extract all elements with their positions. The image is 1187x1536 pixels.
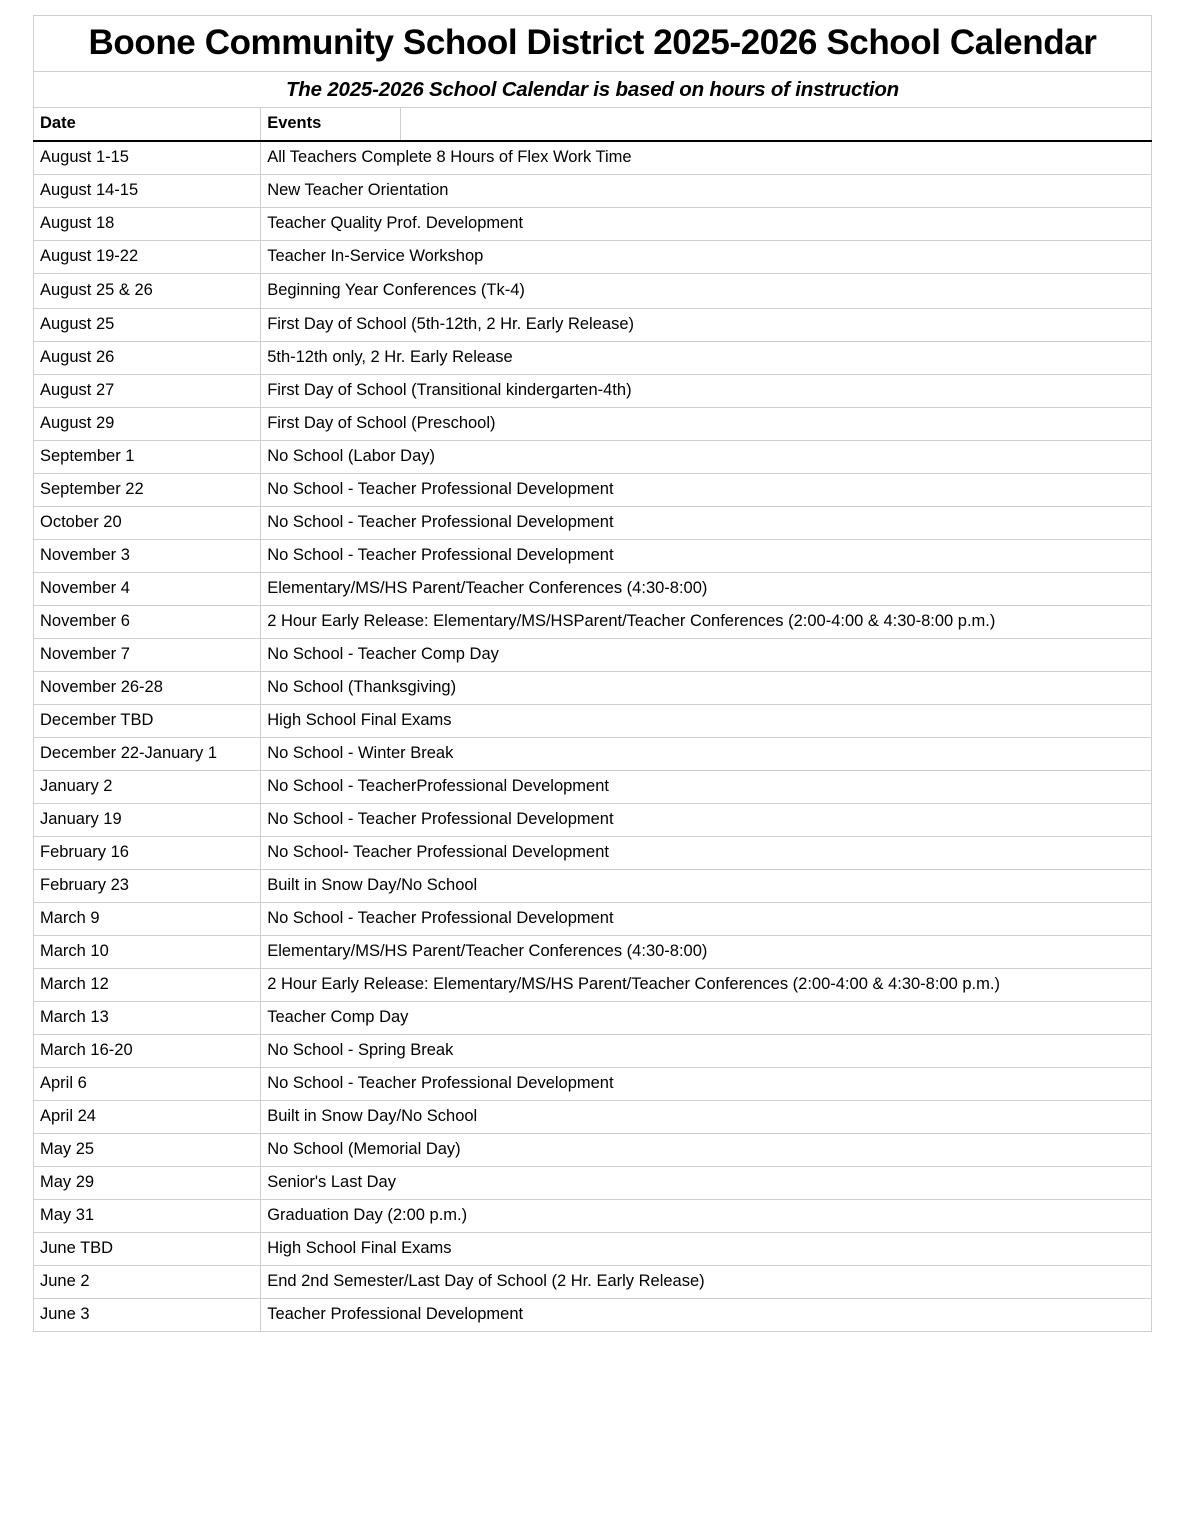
cell-event: Elementary/MS/HS Parent/Teacher Conferences (4:30-8:00) [261,936,1152,969]
cell-event: New Teacher Orientation [261,175,1152,208]
cell-event: 2 Hour Early Release: Elementary/MS/HSParent/Teacher Conferences (2:00-4:00 & 4:30-8:00 p.m.) [261,606,1152,639]
cell-event: No School - Teacher Professional Development [261,540,1152,573]
cell-date: March 10 [34,936,261,969]
cell-event: 5th-12th only, 2 Hr. Early Release [261,342,1152,375]
table-row [34,1200,1152,1233]
cell-event: No School - Winter Break [261,738,1152,771]
cell-event: No School - Teacher Professional Development [261,1068,1152,1101]
cell-event: No School (Labor Day) [261,441,1152,474]
table-row [34,175,1152,208]
cell-date: November 7 [34,639,261,672]
cell-date: March 9 [34,903,261,936]
cell-date: June TBD [34,1233,261,1266]
cell-date: August 25 & 26 [34,274,261,309]
table-row [34,375,1152,408]
cell-date: December TBD [34,705,261,738]
cell-date: February 16 [34,837,261,870]
cell-event: No School- Teacher Professional Development [261,837,1152,870]
cell-date: May 29 [34,1167,261,1200]
cell-event: No School - Teacher Professional Development [261,903,1152,936]
cell-date: November 4 [34,573,261,606]
cell-event: No School - TeacherProfessional Development [261,771,1152,804]
column-header-date: Date [34,108,261,142]
calendar-table-body [34,16,1152,1332]
cell-event: Elementary/MS/HS Parent/Teacher Conferences (4:30-8:00) [261,573,1152,606]
cell-event: Graduation Day (2:00 p.m.) [261,1200,1152,1233]
cell-date: August 25 [34,309,261,342]
cell-date: December 22-January 1 [34,738,261,771]
table-row [34,441,1152,474]
document-subtitle: The 2025-2026 School Calendar is based on hours of instruction [34,72,1152,108]
cell-date: February 23 [34,870,261,903]
cell-date: January 2 [34,771,261,804]
document-title: Boone Community School District 2025-2026 School Calendar [34,16,1152,72]
cell-event: High School Final Exams [261,1233,1152,1266]
cell-event: No School - Teacher Comp Day [261,639,1152,672]
table-row [34,1167,1152,1200]
table-row [34,870,1152,903]
column-header-blank [401,108,1152,142]
table-row [34,1101,1152,1134]
table-row [34,474,1152,507]
table-row [34,1233,1152,1266]
cell-event: High School Final Exams [261,705,1152,738]
table-row [34,969,1152,1002]
cell-date: August 26 [34,342,261,375]
table-row [34,540,1152,573]
cell-date: August 27 [34,375,261,408]
cell-date: May 25 [34,1134,261,1167]
table-row [34,1002,1152,1035]
cell-date: August 14-15 [34,175,261,208]
cell-event: Senior's Last Day [261,1167,1152,1200]
cell-event: First Day of School (Transitional kindergarten-4th) [261,375,1152,408]
cell-event: No School (Thanksgiving) [261,672,1152,705]
cell-event: Built in Snow Day/No School [261,870,1152,903]
cell-date: March 12 [34,969,261,1002]
cell-date: November 3 [34,540,261,573]
school-calendar-table [33,15,1152,1332]
cell-date: October 20 [34,507,261,540]
cell-event: No School (Memorial Day) [261,1134,1152,1167]
table-row [34,342,1152,375]
table-row [34,639,1152,672]
cell-date: November 6 [34,606,261,639]
cell-event: End 2nd Semester/Last Day of School (2 Hr. Early Release) [261,1266,1152,1299]
cell-event: No School - Spring Break [261,1035,1152,1068]
cell-event: No School - Teacher Professional Development [261,804,1152,837]
table-row [34,274,1152,309]
table-row [34,1299,1152,1332]
cell-date: November 26-28 [34,672,261,705]
table-row [34,606,1152,639]
cell-event: Built in Snow Day/No School [261,1101,1152,1134]
cell-date: April 6 [34,1068,261,1101]
cell-event: All Teachers Complete 8 Hours of Flex Work Time [261,141,1152,175]
cell-date: May 31 [34,1200,261,1233]
cell-event: Beginning Year Conferences (Tk-4) [261,274,1152,309]
cell-event: No School - Teacher Professional Development [261,507,1152,540]
cell-date: August 29 [34,408,261,441]
cell-event: Teacher In-Service Workshop [261,241,1152,274]
table-row [34,1134,1152,1167]
table-row [34,208,1152,241]
cell-date: August 18 [34,208,261,241]
cell-event: Teacher Comp Day [261,1002,1152,1035]
cell-date: June 2 [34,1266,261,1299]
cell-event: First Day of School (Preschool) [261,408,1152,441]
cell-event: First Day of School (5th-12th, 2 Hr. Early Release) [261,309,1152,342]
cell-event: 2 Hour Early Release: Elementary/MS/HS Parent/Teacher Conferences (2:00-4:00 & 4:30-8:00 p.m.) [261,969,1152,1002]
table-header-row [34,108,1152,142]
table-row [34,771,1152,804]
table-row [34,241,1152,274]
table-row [34,309,1152,342]
table-row [34,705,1152,738]
cell-date: January 19 [34,804,261,837]
table-row [34,573,1152,606]
subtitle-row [34,72,1152,108]
table-row [34,936,1152,969]
table-row [34,507,1152,540]
table-row [34,1266,1152,1299]
cell-date: June 3 [34,1299,261,1332]
title-row [34,16,1152,72]
cell-event: Teacher Professional Development [261,1299,1152,1332]
table-row [34,672,1152,705]
cell-date: September 1 [34,441,261,474]
cell-date: August 19-22 [34,241,261,274]
column-header-events: Events [261,108,401,142]
table-row [34,1035,1152,1068]
table-row [34,1068,1152,1101]
table-row [34,903,1152,936]
cell-date: August 1-15 [34,141,261,175]
cell-date: April 24 [34,1101,261,1134]
cell-date: March 13 [34,1002,261,1035]
table-row [34,738,1152,771]
table-row [34,141,1152,175]
cell-date: March 16-20 [34,1035,261,1068]
cell-event: No School - Teacher Professional Development [261,474,1152,507]
cell-event: Teacher Quality Prof. Development [261,208,1152,241]
cell-date: September 22 [34,474,261,507]
table-row [34,804,1152,837]
table-row [34,408,1152,441]
table-row [34,837,1152,870]
